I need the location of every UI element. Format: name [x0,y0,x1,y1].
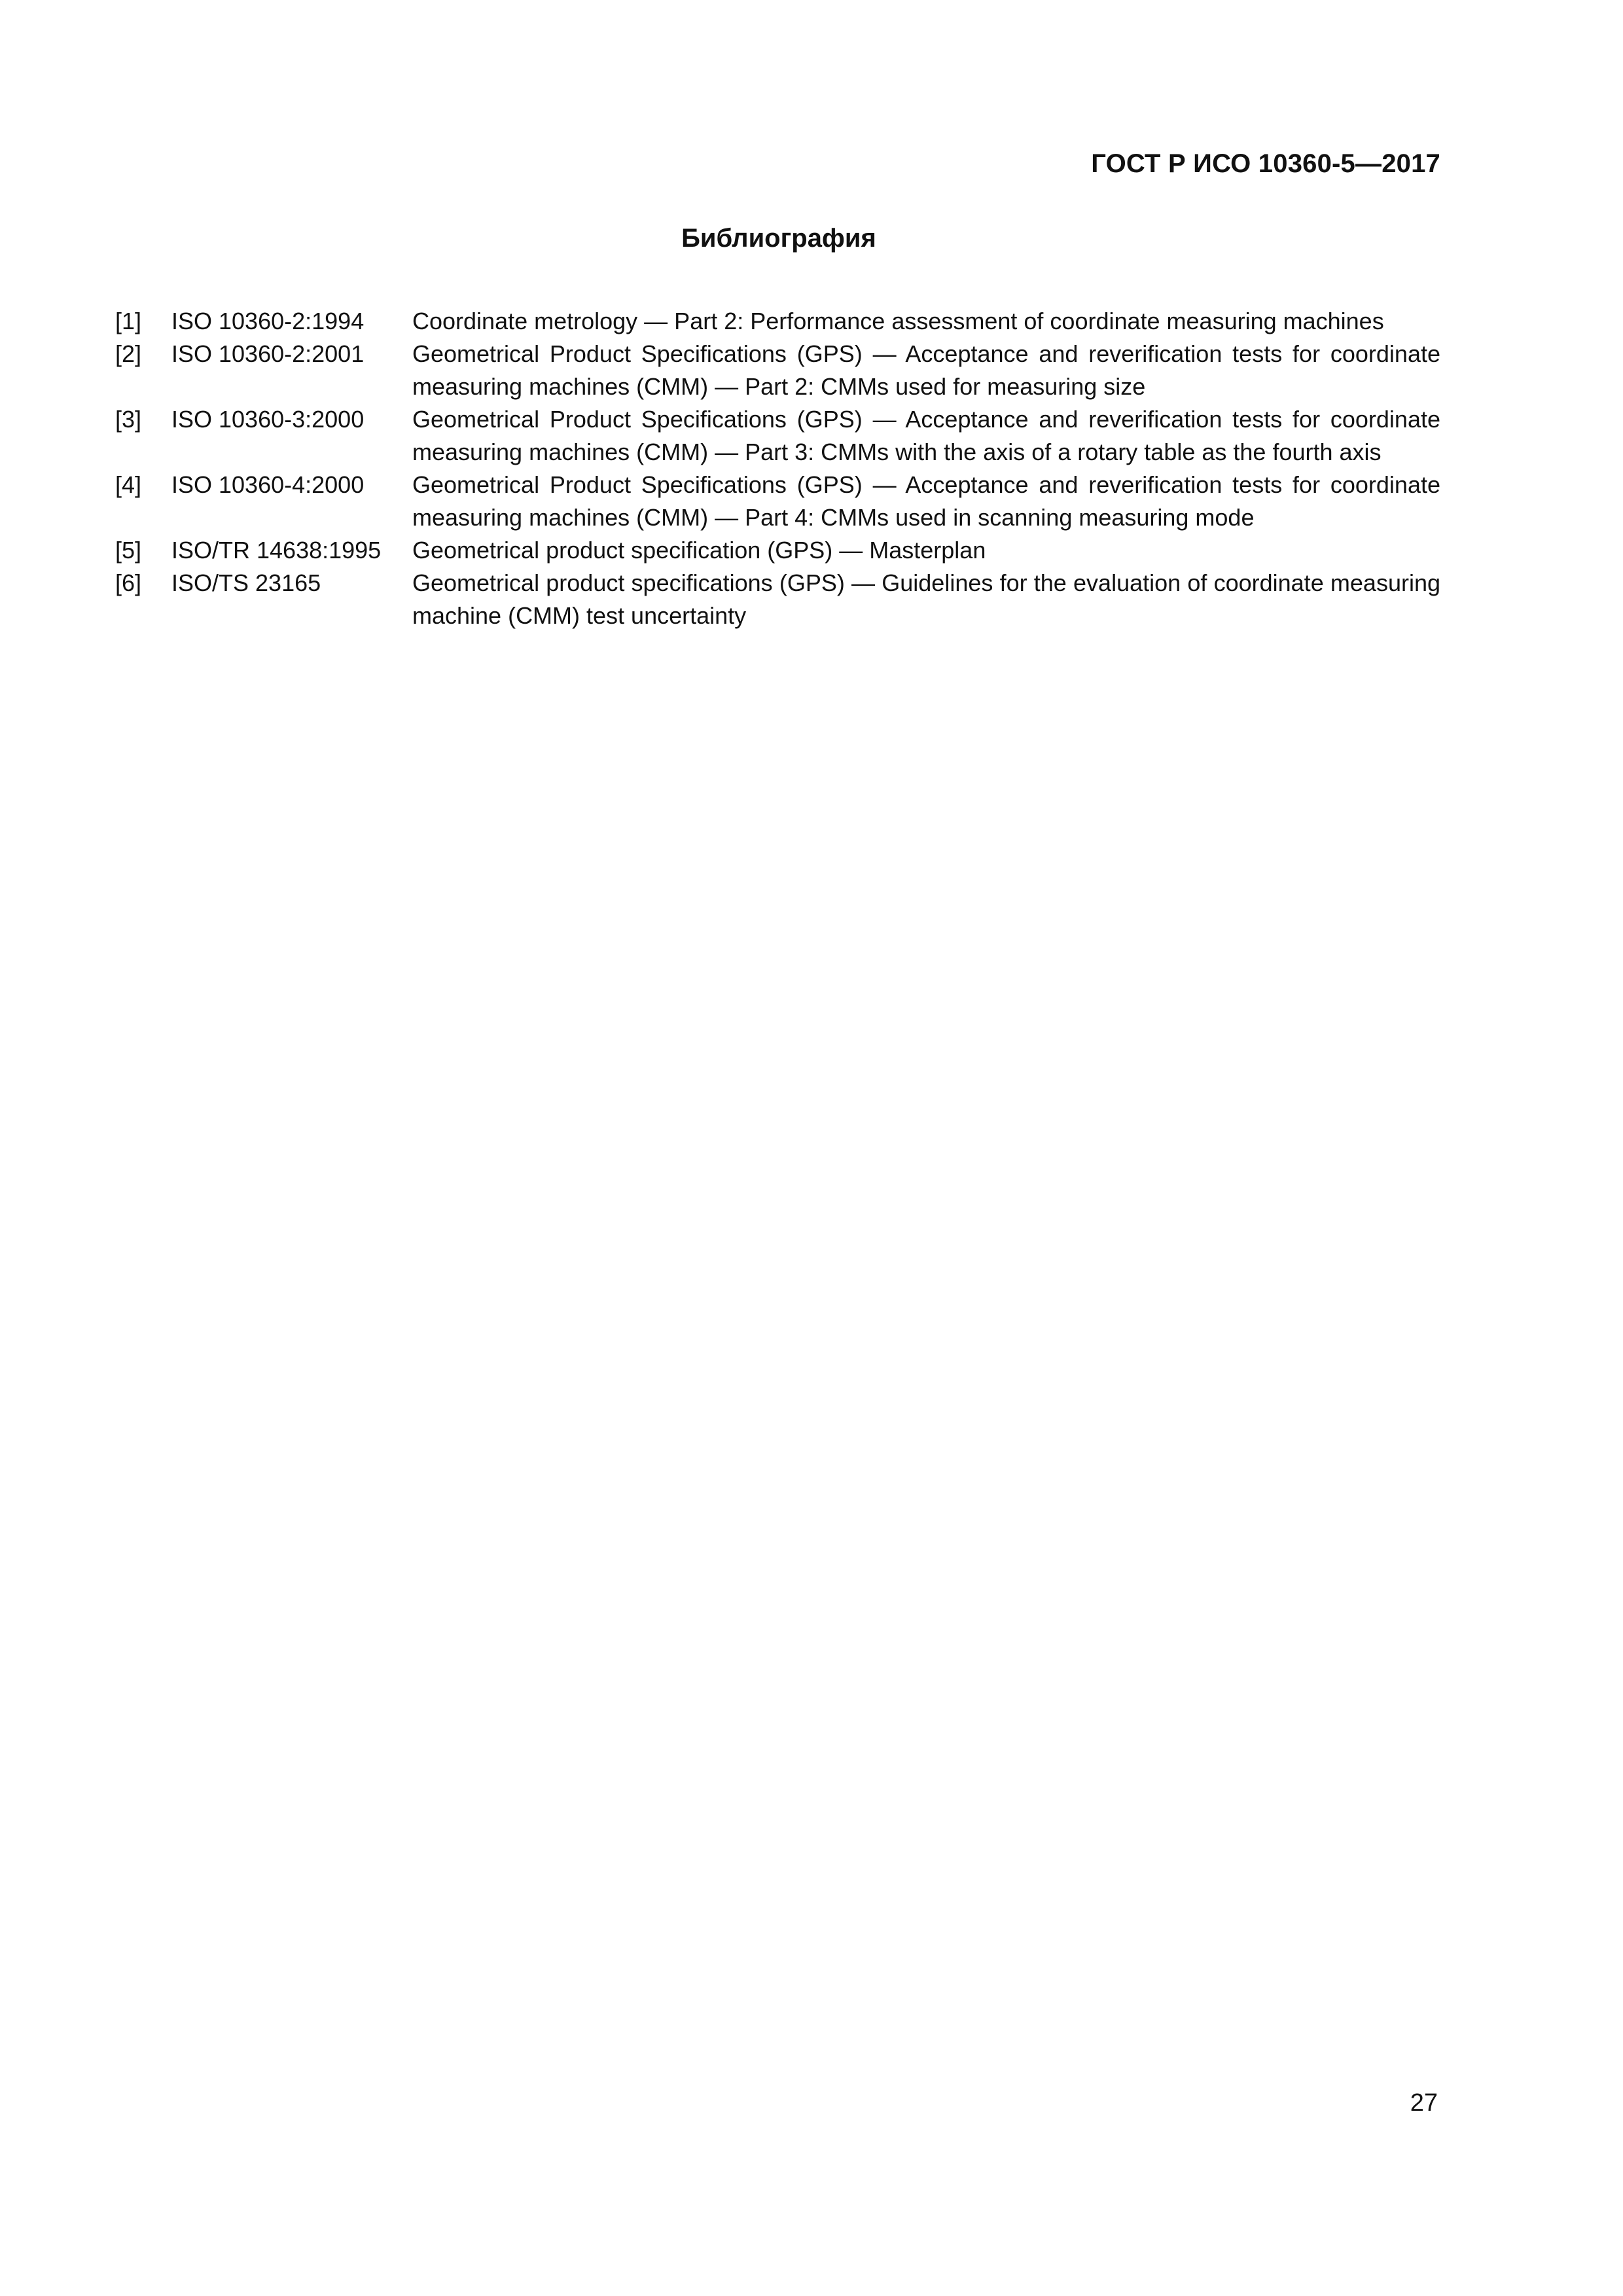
bibliography-entry [115,469,1440,534]
entry-reference: ISO/TR 14638:1995 [171,537,382,564]
entry-reference: ISO 10360-3:2000 [171,406,365,433]
section-title: Библиография [681,224,876,253]
entry-number: [3] [115,406,142,433]
entry-title: Geometrical Product Specifications (GPS) — Acceptance and reverification tests for coordinate measuring machines (CMM) — Part 3: CMMs with the axis of a rotary table as the fourth axis [412,406,1440,465]
entry-number: [6] [115,569,142,596]
entry-reference: ISO 10360-4:2000 [171,471,365,498]
entry-title: Geometrical Product Specifications (GPS) — Acceptance and reverification tests for coordinate measuring machines (CMM) — Part 4: CMMs used in scanning measuring mode [412,471,1440,531]
entry-reference: ISO 10360-2:1994 [171,308,365,334]
entry-reference: ISO/TS 23165 [171,569,321,596]
entry-title: Geometrical product specifications (GPS) — Guidelines for the evaluation of coordinate measuring machine (CMM) test uncertainty [412,569,1440,629]
entry-reference: ISO 10360-2:2001 [171,340,365,367]
entry-title: Geometrical Product Specifications (GPS) — Acceptance and reverification tests for coordinate measuring machines (CMM) — Part 2: CMMs used for measuring size [412,340,1440,400]
entry-number: [1] [115,308,142,334]
bibliography-list [115,305,1440,632]
entry-number: [4] [115,471,142,498]
bibliography-entry [115,403,1440,469]
entry-number: [5] [115,537,142,564]
page-number: 27 [1410,2089,1438,2117]
entry-title: Geometrical product specification (GPS) — Masterplan [412,537,986,564]
bibliography-entry [115,567,1440,632]
document-code-header: ГОСТ Р ИСО 10360-5—2017 [1091,149,1440,178]
entry-title: Coordinate metrology — Part 2: Performance assessment of coordinate measuring machines [412,308,1384,334]
bibliography-entry [115,305,1440,338]
bibliography-entry [115,534,1440,567]
bibliography-entry [115,338,1440,403]
entry-number: [2] [115,340,142,367]
